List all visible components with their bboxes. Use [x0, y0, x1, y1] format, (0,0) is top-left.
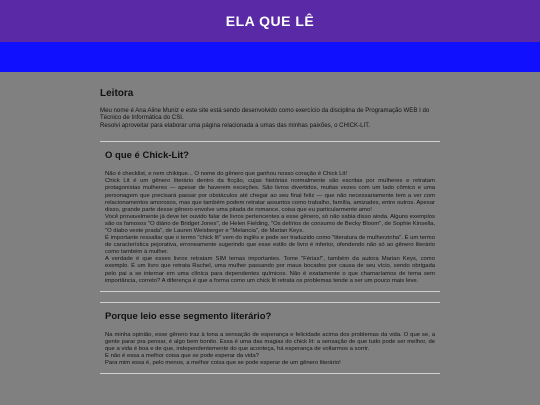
- main-content: [100, 72, 440, 405]
- intro-paragraph: Resolvi aproveitar para elaborar uma página relacionada a umas das minhas paixões, o CHICK-LIT.: [100, 121, 370, 129]
- section-paragraph: Chick Lit é um gênero literário dentro da ficção, cujas histórias normalmente são escritas por mulheres e retratam protagonistas mulheres — apesar de haverem exceções. São livros divertidos, muitas vezes com um lado cômico e uma personagem que precisará passar por obstáculos até chegar ao seu final feliz — que não necessariamente tem a ver com relacionamentos amorosos, mas que também podem retratar assuntos como trabalho, família, amizades, entre outros. Apesar disso, grande parte desse gênero envolve uma pitada de romance, coisa que eu particularmente amo!: [105, 178, 435, 213]
- intro-section: [100, 72, 440, 137]
- intro-heading: Leitora: [100, 88, 134, 99]
- section-paragraph: Você provavelmente já deve ter ouvido falar de livros pertencentes a esse gênero, só não sabia disso ainda. Alguns exemplos são os famosos "O diário de Bridget Jones", de Helen Fielding, "Os delírios de consumo de Becky Bloom", de Sophie Kinsella, "O diabo veste prada", de Lauren Weisberger e "Melancia", de Marian Keys.: [105, 213, 435, 234]
- section-heading: Porque leio esse segmento literário?: [105, 310, 272, 322]
- section-why-read: [100, 302, 440, 374]
- intro-paragraph: Meu nome é Ana Aline Muniz e este site está sendo desenvolvido como exercício da disciplina de Programação WEB I do Técnico de Informática do CSI.: [100, 107, 430, 122]
- section-paragraph: Na minha opinião, esse gênero traz à tona a sensação de esperança e felicidade acima dos problemas da vida. O que se, a gente parar pra pensar, é algo bem bonito. Essa é uma das magias do chick lit: a sensação de que tudo pode ser melhor, de que a vida é boa e de que, independentemente do que aconteça, há esperança de voltarmos a sorrir.: [105, 331, 435, 352]
- section-heading: O que é Chick-Lit?: [105, 150, 189, 162]
- section-chick-lit: [100, 141, 440, 292]
- nav-bar: [0, 42, 540, 72]
- section-paragraph: Para mim essa é, pelo menos, a melhor coisa que se pode esperar de um gênero literário!: [105, 360, 341, 367]
- site-header: [0, 0, 540, 42]
- section-paragraph: A verdade é que esses livros retratam SIM temas importantes. Tome "Férias!", também da autora Marian Keys, como exemplo. É um livro que retrata Rachel, uma mulher passando por maus bocados por causa de seu vício, sendo obrigada pelo pai a se internar em uma clínica para dependentes químicos. Não é exatamente o que chamaríamos de tema sem importância, correto? A diferença é que a forma como um chick lit retrata os problemas tende a ser um pouco mais leve.: [105, 256, 435, 284]
- section-paragraph: E não é essa a melhor coisa que se pode esperar da vida?: [105, 353, 259, 359]
- section-paragraph: É importante ressaltar que o termo "chick lit" vem do inglês e pode ser traduzido como "literatura de mulherzinha". É um termo de característica pejorativa, erroneamente sugerindo que esse estilo de livro é inferior, ofendendo não só ao gênero literário como também à mulher.: [105, 235, 435, 256]
- section-paragraph: Não é checklist, e nem chiklque... O nome do gênero que ganhou nosso coração é Chick Lit!: [105, 171, 347, 178]
- site-title: ELA QUE LÊ: [225, 13, 315, 29]
